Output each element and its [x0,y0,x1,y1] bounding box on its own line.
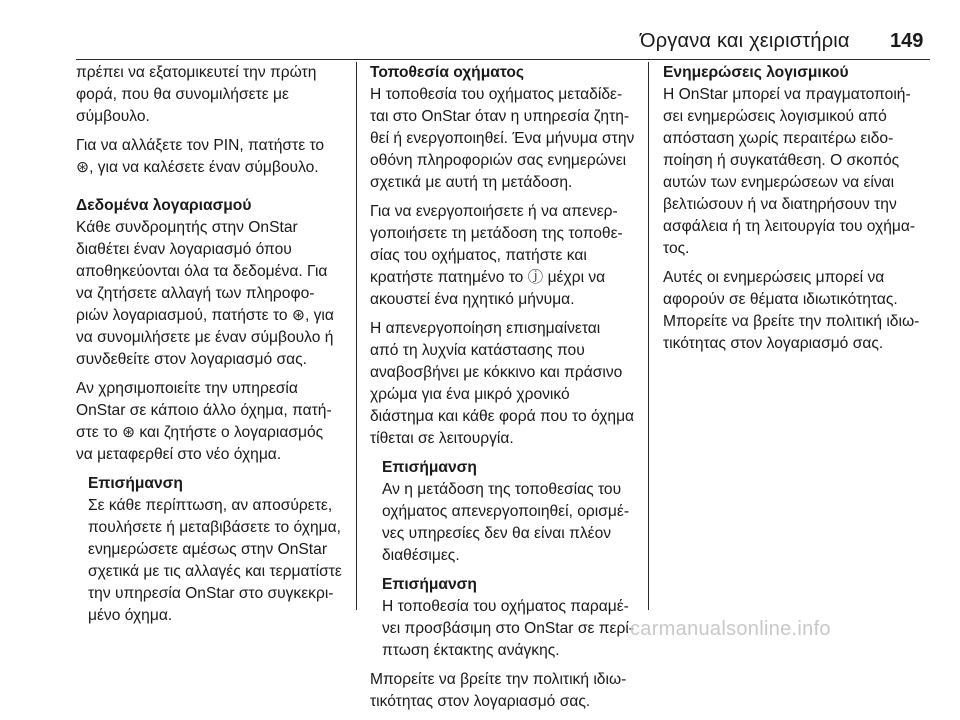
text-line: σίας του οχήματος, πατήστε και [370,247,587,264]
text-line: Αν η μετάδοση της τοποθεσίας του [382,481,622,498]
text-line: Σε κάθε περίπτωση, αν αποσύρετε, [88,497,333,514]
note-text [88,495,350,627]
text-line: πουλήσετε ή μεταβιβάσετε το όχημα, [88,519,341,536]
text-line: να μεταφερθεί στο νέο όχημα. [76,446,282,463]
text-line: θεί ή ενεργοποιηθεί. Ένα μήνυμα στην [370,130,635,147]
header-rule [76,59,930,60]
text-line: ριών λογαριασμού, πατήστε το ⊛, για [76,307,334,324]
text-line: γοποιήσετε τη μετάδοση της τοποθε- [370,225,623,242]
paragraph [370,318,640,450]
text-line: σει ενημερώσεις λογισμικού από [663,108,887,125]
section-heading: Ενημερώσεις λογισμικού [663,64,849,81]
paragraph [76,62,350,128]
watermark: carmanualsonline.info [630,618,831,640]
page-header [0,0,960,60]
text-line: διαθέτει έναν λογαριασμό όπου [76,241,292,258]
section-heading: Δεδομένα λογαριασμού [76,197,252,214]
text-line: μένο όχημα. [88,607,173,624]
text-line: Η απενεργοποίηση επισημαίνεται [370,320,601,337]
text-line: ται στο OnStar όταν η υπηρεσία ζητη- [370,108,630,125]
paragraph [370,201,640,311]
note-text [382,596,640,662]
text-line: ασφάλεια ή τη λειτουργία του οχήμα- [663,218,916,235]
paragraph [76,378,350,466]
page-number: 149 [890,30,924,52]
paragraph [663,84,933,260]
text-line: αναβοσβήνει με κόκκινο και πράσινο [370,364,623,381]
paragraph [663,267,933,355]
text-line: ποίηση ή συγκατάθεση. Ο σκοπός [663,152,900,169]
text-line: βελτιώσουν ή να διατηρήσουν την [663,196,897,213]
text-line: κρατήστε πατημένο το ⓙ μέχρι να [370,269,606,286]
column-divider [648,62,649,610]
text-line: οχήματος απενεργοποιηθεί, ορισμέ- [382,503,630,520]
text-line: Μπορείτε να βρείτε την πολιτική ιδιω- [663,313,920,330]
column-1 [76,62,350,634]
text-line: ⊛, για να καλέσετε έναν σύμβουλο. [76,159,319,176]
note-title: Επισήμανση [382,459,477,476]
text-line: από τη λυχνία κατάστασης που [370,342,585,359]
text-line: αφορούν σε θέματα ιδιωτικότητας. [663,291,898,308]
text-line: σύμβουλο. [76,108,150,125]
text-line: συνδεθείτε στον λογαριασμό σας. [76,351,307,368]
text-line: αποθηκεύονται όλα τα δεδομένα. Για [76,263,328,280]
note-title: Επισήμανση [382,576,477,593]
text-line: οθόνη πληροφοριών σας ενημερώνει [370,152,627,169]
text-line: Η OnStar μπορεί να πραγματοποιή- [663,86,911,103]
text-line: διαθέσιμες. [382,547,460,564]
text-line: Κάθε συνδρομητής στην OnStar [76,219,298,236]
text-line: σχετικά με αυτή τη μετάδοση. [370,174,573,191]
text-line: Αν χρησιμοποιείτε την υπηρεσία [76,380,298,397]
text-line: τίθεται σε λειτουργία. [370,430,514,447]
column-2 [370,62,640,720]
text-line: διάστημα και κάθε φορά που το όχημα [370,408,635,425]
text-line: πρέπει να εξατομικευτεί την πρώτη [76,64,317,81]
note-title: Επισήμανση [88,475,183,492]
note-block [370,574,640,662]
text-line: Μπορείτε να βρείτε την πολιτική ιδιω- [370,671,627,688]
text-line: φορά, που θα συνομιλήσετε με [76,86,289,103]
text-line: Αυτές οι ενημερώσεις μπορεί να [663,269,885,286]
text-line: να ζητήσετε αλλαγή των πληροφο- [76,285,315,302]
paragraph [370,84,640,194]
paragraph [370,669,640,713]
text-line: χρώμα για ένα μικρό χρονικό [370,386,570,403]
section-heading: Τοποθεσία οχήματος [370,64,524,81]
paragraph [76,135,350,179]
text-line: Για να ενεργοποιήσετε ή να απενερ- [370,203,618,220]
text-line: την υπηρεσία OnStar στο συγκεκρι- [88,585,334,602]
text-line: να συνομιλήσετε με έναν σύμβουλο ή [76,329,334,346]
text-line: πτωση έκτακτης ανάγκης. [382,642,560,659]
paragraph [76,217,350,371]
column-3 [663,62,933,362]
text-line: Για να αλλάξετε τον PIN, πατήστε το [76,137,325,154]
text-line: τικότητας στον λογαριασμό σας. [370,693,591,710]
text-line: νες υπηρεσίες δεν θα είναι πλέον [382,525,612,542]
note-text [382,479,640,567]
note-block [370,457,640,567]
text-line: απόσταση χωρίς περαιτέρω ειδο- [663,130,894,147]
text-line: νει προσβάσιμη στο OnStar σε περί- [382,620,634,637]
text-line: τικότητας στον λογαριασμό σας. [663,335,884,352]
text-line: σχετικά με τις αλλαγές και τερματίστε [88,563,342,580]
text-line: Η τοποθεσία του οχήματος μεταδίδε- [370,86,623,103]
note-block [76,473,350,627]
text-line: ενημερώσετε αμέσως στην OnStar [88,541,328,558]
text-line: τος. [663,240,690,257]
page-title: Όργανα και χειριστήρια [640,30,850,52]
column-divider [356,62,357,610]
text-line: ακουστεί ένα ηχητικό μήνυμα. [370,291,575,308]
text-line: αυτών των ενημερώσεων να είναι [663,174,895,191]
text-line: στε το ⊛ και ζητήστε ο λογαριασμός [76,424,324,441]
text-line: Η τοποθεσία του οχήματος παραμέ- [382,598,629,615]
text-line: OnStar σε κάποιο άλλο όχημα, πατή- [76,402,332,419]
